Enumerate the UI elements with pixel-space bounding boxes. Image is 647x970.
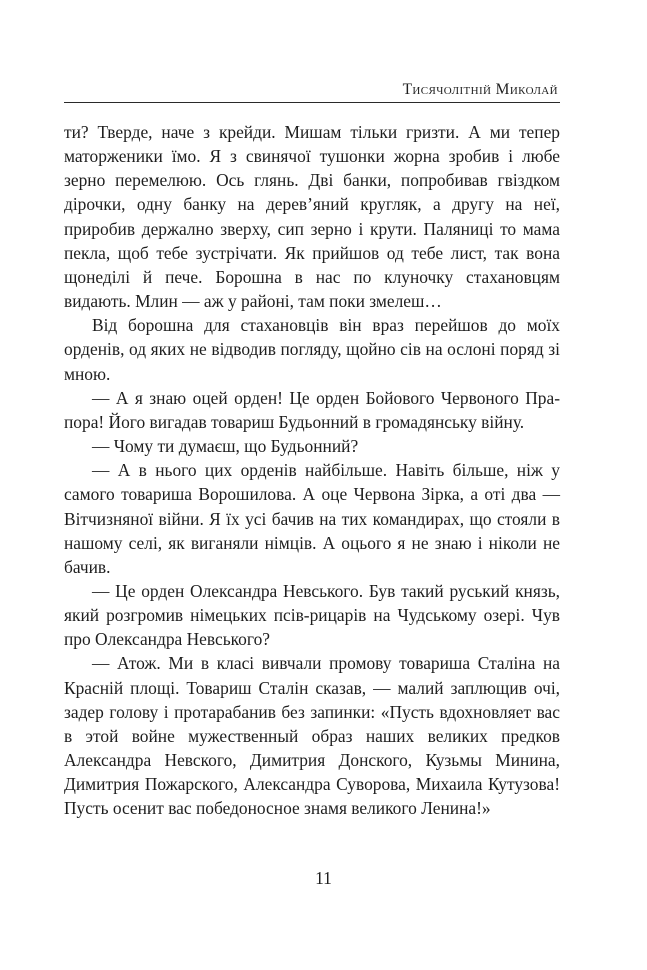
dialogue-line: — Атож. Ми в класі вивчали промову товариша Сталіна на Красній площі. Товариш Сталін сказав, — малий заплющив очі, задер голову і протарабанив без запинки: «Пусть вдохновляет вас в этой войне мужественный образ наших великих предков Александра Невского, Димитрия Донского, Кузьмы Минина, Димитрия Пожарского, Александра Суворова, Михаила Кутузова! Пусть осенит вас победоносное знамя великого Ленина!» <box>64 653 560 819</box>
paragraph-continuation: ти? Тверде, наче з крейди. Мишам тільки гризти. А ми тепер маторженики їмо. Я з свинячої тушонки жорна зробив і любе зерно перемелюю. Ось глянь. Дві банки, попробивав гвіздком дірочки, одну банку на дерев’яний кругляк, а другу на неї, приробив держално зверху, сип зерно і крути. Паляниці то мама пекла, щоб тебе зустрічати. Як прийшов од тебе лист, так вона щонеділі й пече. Борошна в нас по клуночку стахановцям видають. Млин — аж у районі, там поки змелеш… <box>64 122 560 312</box>
running-title: Тисячолітній Миколай <box>402 81 558 98</box>
body-text <box>64 120 560 821</box>
dialogue-line: — А в нього цих орденів найбільше. Навіть більше, ніж у самого товариша Ворошилова. А оце Червона Зірка, а оті два — Вітчизняної війни. Я їх усі бачив на тих командирах, що стояли в нашому селі, як виганяли німців. А оцього я не знаю і ніколи не бачив. <box>64 460 560 577</box>
paragraph: Від борошна для стахановців він враз перейшов до моїх орденів, од яких не відводив погляду, щойно сів на ослоні поряд зі мною. <box>64 315 560 384</box>
running-header <box>64 74 560 103</box>
page-number: 11 <box>315 868 332 888</box>
dialogue-line: — Чому ти думаєш, що Будьонний? <box>92 436 359 457</box>
dialogue-line: — Це орден Олександра Невського. Був такий руський князь, який розгромив німецьких псів-рицарів на Чудському озері. Чув про Олександра Невського? <box>64 580 560 650</box>
dialogue-line: — А я знаю оцей орден! Це орден Бойового Червоного Прапора! Його вигадав товариш Будьонний в громадянську війну. <box>64 387 560 432</box>
